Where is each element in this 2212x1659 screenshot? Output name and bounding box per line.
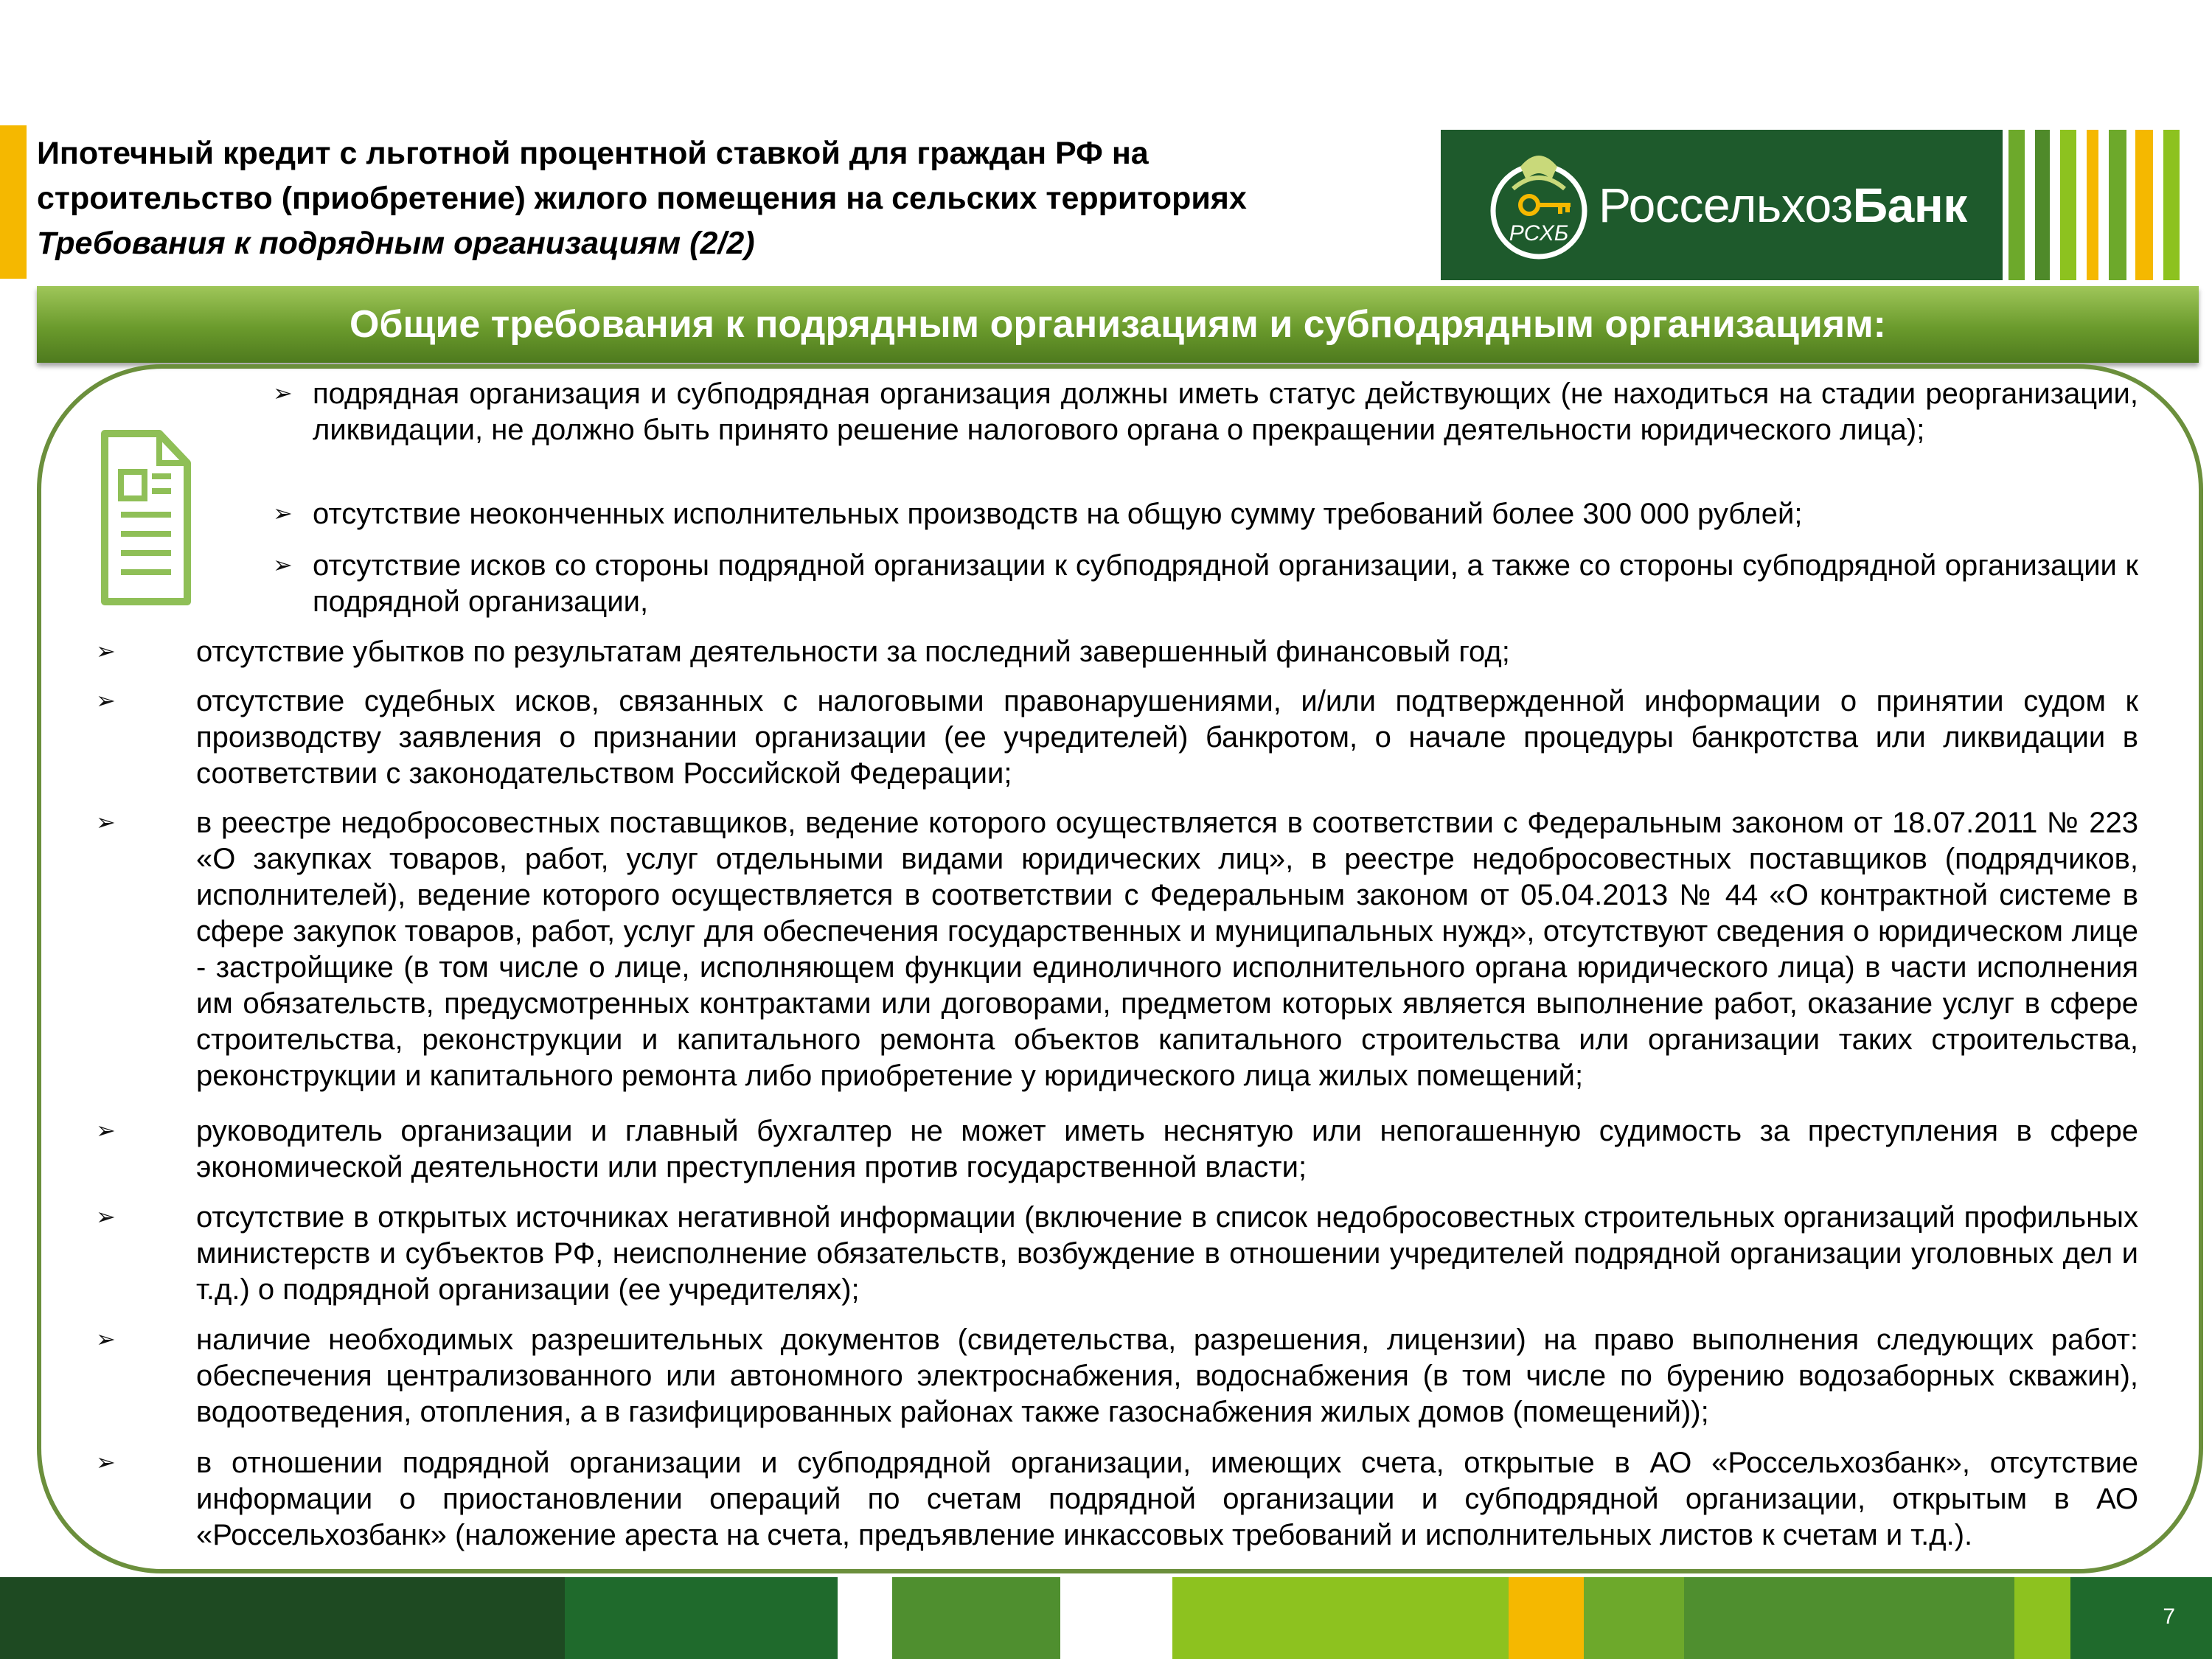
title-accent-bar xyxy=(0,125,27,279)
list-item xyxy=(96,1113,2138,1186)
requirement-text: наличие необходимых разрешительных документов (свидетельства, разрешения, лицензии) на право выполнения следующих работ: обеспечения централизованного или автономного электроснабжения, водоснабжения (в том числе по бурению водозаборных скважин), водоотведения, отопления, а в газифицированных районах также газоснабжения жилых домов (помещений)); xyxy=(196,1324,2138,1428)
section-banner: Общие требования к подрядным организациям и субподрядным организациям: xyxy=(37,286,2199,363)
bank-name-bold: Банк xyxy=(1852,178,1967,232)
requirement-text: руководитель организации и главный бухгалтер не может иметь неснятую или непогашенную судимость за преступления в сфере экономической деятельности или преступления против государственной власти; xyxy=(196,1115,2138,1183)
subtitle: Требования к подрядным организациям (2/2) xyxy=(37,226,755,261)
list-item xyxy=(96,805,2138,1094)
document-icon xyxy=(100,429,192,606)
footer-stripes xyxy=(0,1577,2212,1659)
bank-name xyxy=(1599,177,1967,233)
list-item xyxy=(96,634,2138,670)
bank-emblem-icon xyxy=(1484,137,1594,270)
requirement-text: отсутствие в открытых источниках негативной информации (включение в список недобросовестных строительных организаций профильных министерств и субъектов РФ, неисполнение обязательств, возбуждение в отношении учредителей подрядной организации уголовных дел и т.д.) о подрядной организации (ее учредителях); xyxy=(196,1201,2138,1306)
bullet-arrow-icon: ➢ xyxy=(273,380,293,406)
page-number: 7 xyxy=(2163,1604,2175,1629)
list-item xyxy=(273,496,2138,532)
bullet-arrow-icon: ➢ xyxy=(96,687,116,714)
bank-name-regular: Россельхоз xyxy=(1599,178,1853,232)
requirement-text: подрядная организация и субподрядная организация должны иметь статус действующих (не находиться на стадии реорганизации, ликвидации, не должно быть принято решение налогового органа о прекращении деятельности юридического лица); xyxy=(313,378,2138,446)
bullet-arrow-icon: ➢ xyxy=(273,552,293,578)
requirement-text: отсутствие судебных исков, связанных с налоговыми правонарушениями, и/или подтвержденной информации о принятии судом к производству заявления о признании организации (ее учредителей) банкротом, о начале процедуры банкротства или ликвидации в соответствии с законодательством Российской Федерации; xyxy=(196,685,2138,790)
list-item xyxy=(96,1322,2138,1430)
bullet-arrow-icon: ➢ xyxy=(96,809,116,835)
bullet-arrow-icon: ➢ xyxy=(96,1326,116,1352)
requirement-text: отсутствие неоконченных исполнительных производств на общую сумму требований более 300 000 рублей; xyxy=(313,498,1803,530)
list-item xyxy=(273,548,2138,620)
bullet-arrow-icon: ➢ xyxy=(96,1449,116,1475)
bullet-arrow-icon: ➢ xyxy=(273,500,293,526)
title-line-1: Ипотечный кредит с льготной процентной ставкой для граждан РФ на xyxy=(37,136,1149,171)
bullet-arrow-icon: ➢ xyxy=(96,638,116,664)
requirement-text: отсутствие убытков по результатам деятельности за последний завершенный финансовый год; xyxy=(196,636,1510,668)
bullet-arrow-icon: ➢ xyxy=(96,1117,116,1144)
list-item xyxy=(273,376,2138,448)
requirement-text: отсутствие исков со стороны подрядной организации к субподрядной организации, а также со стороны субподрядной организации к подрядной организации, xyxy=(313,549,2138,618)
title-line-2: строительство (приобретение) жилого помещения на сельских территориях xyxy=(37,181,1247,216)
list-item xyxy=(96,1200,2138,1308)
bullet-arrow-icon: ➢ xyxy=(96,1203,116,1230)
header-stripes xyxy=(2003,130,2212,280)
list-item xyxy=(96,1445,2138,1554)
requirement-text: в реестре недобросовестных поставщиков, ведение которого осуществляется в соответствии с Федеральным законом от 18.07.2011 № 223 «О закупках товаров, работ, услуг отдельными видами юридических лиц», в реестре недобросовестных поставщиков (подрядчиков, исполнителей), ведение которого осуществляется в соответствии с Федеральным законом от 05.04.2013 № 44 «О контрактной системе в сфере закупок товаров, работ, услуг для обеспечения государственных и муниципальных нужд», отсутствуют сведения о юридическом лице - застройщике (в том числе о лице, исполняющем функции единоличного исполнительного органа юридического лица) в части исполнения им обязательств, предусмотренных контрактами или договорами, предметом которых является выполнение работ, оказание услуг в сфере строительства, реконструкции и капитального ремонта объектов капитального строительства или организации таких строительства, реконструкции и капитального ремонта либо приобретение у юридического лица жилых помещений; xyxy=(196,807,2138,1092)
list-item xyxy=(96,684,2138,792)
requirement-text: в отношении подрядной организации и субподрядной организации, имеющих счета, открытые в АО «Россельхозбанк», отсутствие информации о приостановлении операций по счетам подрядной организации и субподрядной организации, открытым в АО «Россельхозбанк» (наложение ареста на счета, предъявление инкассовых требований и исполнительных листов к счетам и т.д.). xyxy=(196,1447,2138,1551)
page-title xyxy=(37,131,1453,266)
emblem-text: РСХБ xyxy=(1509,221,1569,246)
